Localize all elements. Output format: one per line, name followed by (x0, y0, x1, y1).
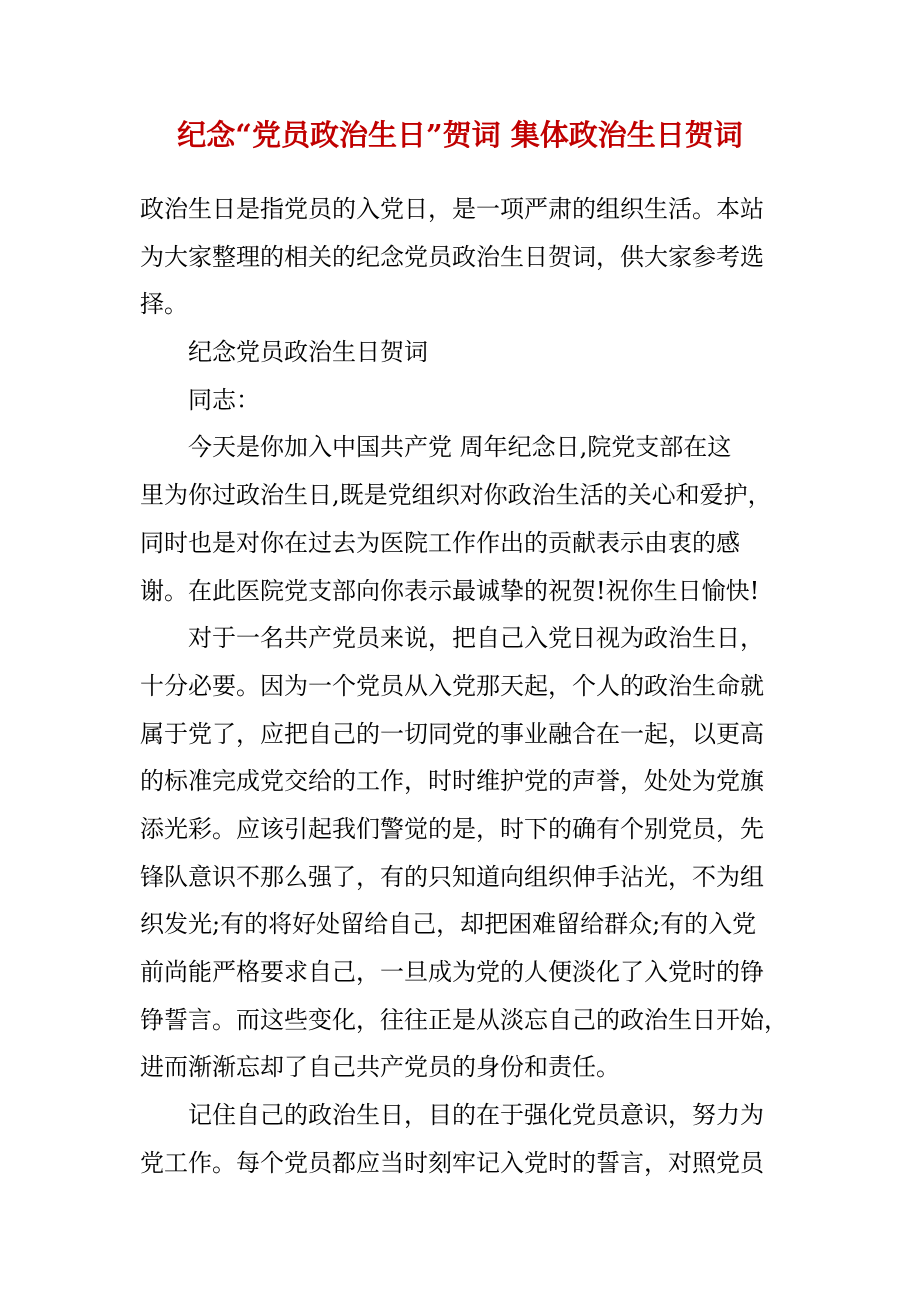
text-line: 政治生日是指党员的入党日，是一项严肃的组织生活。本站 (140, 195, 764, 223)
text-line: 十分必要。因为一个党员从入党那天起，个人的政治生命就 (140, 671, 764, 700)
text-line: 前尚能严格要求自己，一旦成为党的人便淡化了入党时的铮 (140, 958, 764, 986)
text-line: 同时也是对你在过去为医院工作作出的贡献表示由衷的感 (140, 528, 740, 557)
text-line: 里为你过政治生日,既是党组织对你政治生活的关心和爱护， (140, 481, 772, 510)
document-body (140, 186, 790, 1187)
document-title: 纪念“党员政治生日”贺词 集体政治生日贺词 (177, 118, 743, 152)
text-line: 为大家整理的相关的纪念党员政治生日贺词，供大家参考选 (140, 242, 764, 271)
text-line: 择。 (140, 290, 188, 319)
text-line: 党工作。每个党员都应当时刻牢记入党时的誓言，对照党员 (140, 1148, 764, 1177)
text-line: 纪念党员政治生日贺词 (188, 338, 428, 367)
text-line: 记住自己的政治生日，目的在于强化党员意识，努力为 (188, 1101, 764, 1130)
text-line: 锋队意识不那么强了，有的只知道向组织伸手沾光，不为组 (140, 862, 764, 891)
text-line: 进而渐渐忘却了自己共产党员的身份和责任。 (140, 1053, 620, 1082)
text-line: 添光彩。应该引起我们警觉的是，时下的确有个别党员，先 (140, 814, 764, 843)
text-line: 铮誓言。而这些变化，往往正是从淡忘自己的政治生日开始， (140, 1005, 788, 1034)
text-line: 织发光;有的将好处留给自己，却把困难留给群众;有的入党 (140, 910, 757, 939)
text-line: 对于一名共产党员来说，把自己入党日视为政治生日， (188, 624, 764, 653)
text-line: 的标准完成党交给的工作，时时维护党的声誉，处处为党旗 (140, 767, 764, 796)
text-line: 今天是你加入中国共产党 周年纪念日,院党支部在这 (188, 433, 732, 462)
text-line: 属于党了，应把自己的一切同党的事业融合在一起，以更高 (140, 719, 764, 748)
text-line: 同志： (188, 385, 260, 414)
text-line: 谢。在此医院党支部向你表示最诚挚的祝贺!祝你生日愉快! (140, 576, 760, 605)
